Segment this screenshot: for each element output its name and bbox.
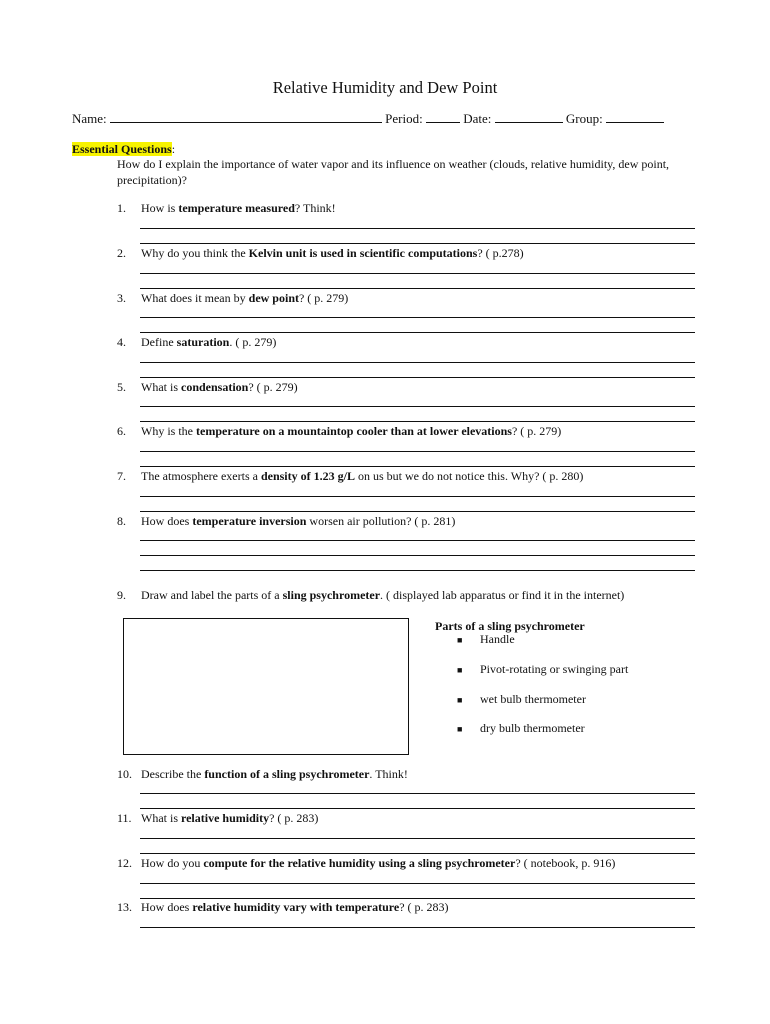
list-item: ■ wet bulb thermometer [457,692,586,706]
question-6: 6. Why is the temperature on a mountaintop cooler than at lower elevations? ( p. 279) [117,424,562,438]
answer-line[interactable] [140,555,695,556]
period-label: Period: [385,111,423,126]
square-bullet-icon: ■ [457,724,463,734]
answer-line[interactable] [140,511,695,512]
question-11: 11. What is relative humidity? ( p. 283) [117,811,319,825]
student-info-header [72,110,664,127]
square-bullet-icon: ■ [457,665,463,675]
answer-line[interactable] [140,793,695,794]
name-field[interactable] [110,110,382,123]
answer-line[interactable] [140,898,695,899]
date-field[interactable] [495,110,563,123]
date-label: Date: [463,111,492,126]
answer-line[interactable] [140,332,695,333]
answer-line[interactable] [140,406,695,407]
question-10: 10. Describe the function of a sling psychrometer. Think! [117,767,408,781]
square-bullet-icon: ■ [457,695,463,705]
answer-line[interactable] [140,421,695,422]
answer-line[interactable] [140,466,695,467]
essential-question-text: How do I explain the importance of water vapor and its influence on weather (clouds, relative humidity, dew point, precipitation)? [117,157,670,187]
answer-line[interactable] [140,362,695,363]
question-5: 5. What is condensation? ( p. 279) [117,380,298,394]
list-item: ■ dry bulb thermometer [457,721,585,735]
answer-line[interactable] [140,853,695,854]
list-item: ■ Handle [457,632,515,646]
question-1: 1. How is temperature measured? Think! [117,201,336,215]
question-12: 12. How do you compute for the relative humidity using a sling psychrometer? ( notebook, p. 916) [117,856,616,870]
group-label: Group: [565,111,603,126]
parts-title: Parts of a sling psychrometer [435,619,585,633]
answer-line[interactable] [140,838,695,839]
answer-line[interactable] [140,317,695,318]
name-label: Name: [72,111,107,126]
answer-line[interactable] [140,927,695,928]
essential-questions-label: Essential Questions [72,142,172,156]
question-13: 13. How does relative humidity vary with temperature? ( p. 283) [117,900,449,914]
question-8: 8. How does temperature inversion worsen air pollution? ( p. 281) [117,514,456,528]
answer-line[interactable] [140,377,695,378]
answer-line[interactable] [140,883,695,884]
question-9: 9. Draw and label the parts of a sling psychrometer. ( displayed lab apparatus or find it in the internet) [117,588,625,602]
answer-line[interactable] [140,540,695,541]
question-4: 4. Define saturation. ( p. 279) [117,335,277,349]
question-7: 7. The atmosphere exerts a density of 1.23 g/L on us but we do not notice this. Why? ( p. 280) [117,469,584,483]
answer-line[interactable] [140,273,695,274]
square-bullet-icon: ■ [457,635,463,645]
drawing-box[interactable] [123,618,409,755]
essential-questions-heading: Essential Questions: [72,142,176,156]
answer-line[interactable] [140,243,695,244]
answer-line[interactable] [140,228,695,229]
question-2: 2. Why do you think the Kelvin unit is used in scientific computations? ( p.278) [117,246,524,260]
answer-line[interactable] [140,496,695,497]
answer-line[interactable] [140,288,695,289]
page-title: Relative Humidity and Dew Point [272,78,498,97]
question-3: 3. What does it mean by dew point? ( p. 279) [117,291,349,305]
period-field[interactable] [426,110,460,123]
list-item: ■ Pivot-rotating or swinging part [457,662,629,676]
answer-line[interactable] [140,570,695,571]
answer-line[interactable] [140,808,695,809]
answer-line[interactable] [140,451,695,452]
group-field[interactable] [606,110,664,123]
